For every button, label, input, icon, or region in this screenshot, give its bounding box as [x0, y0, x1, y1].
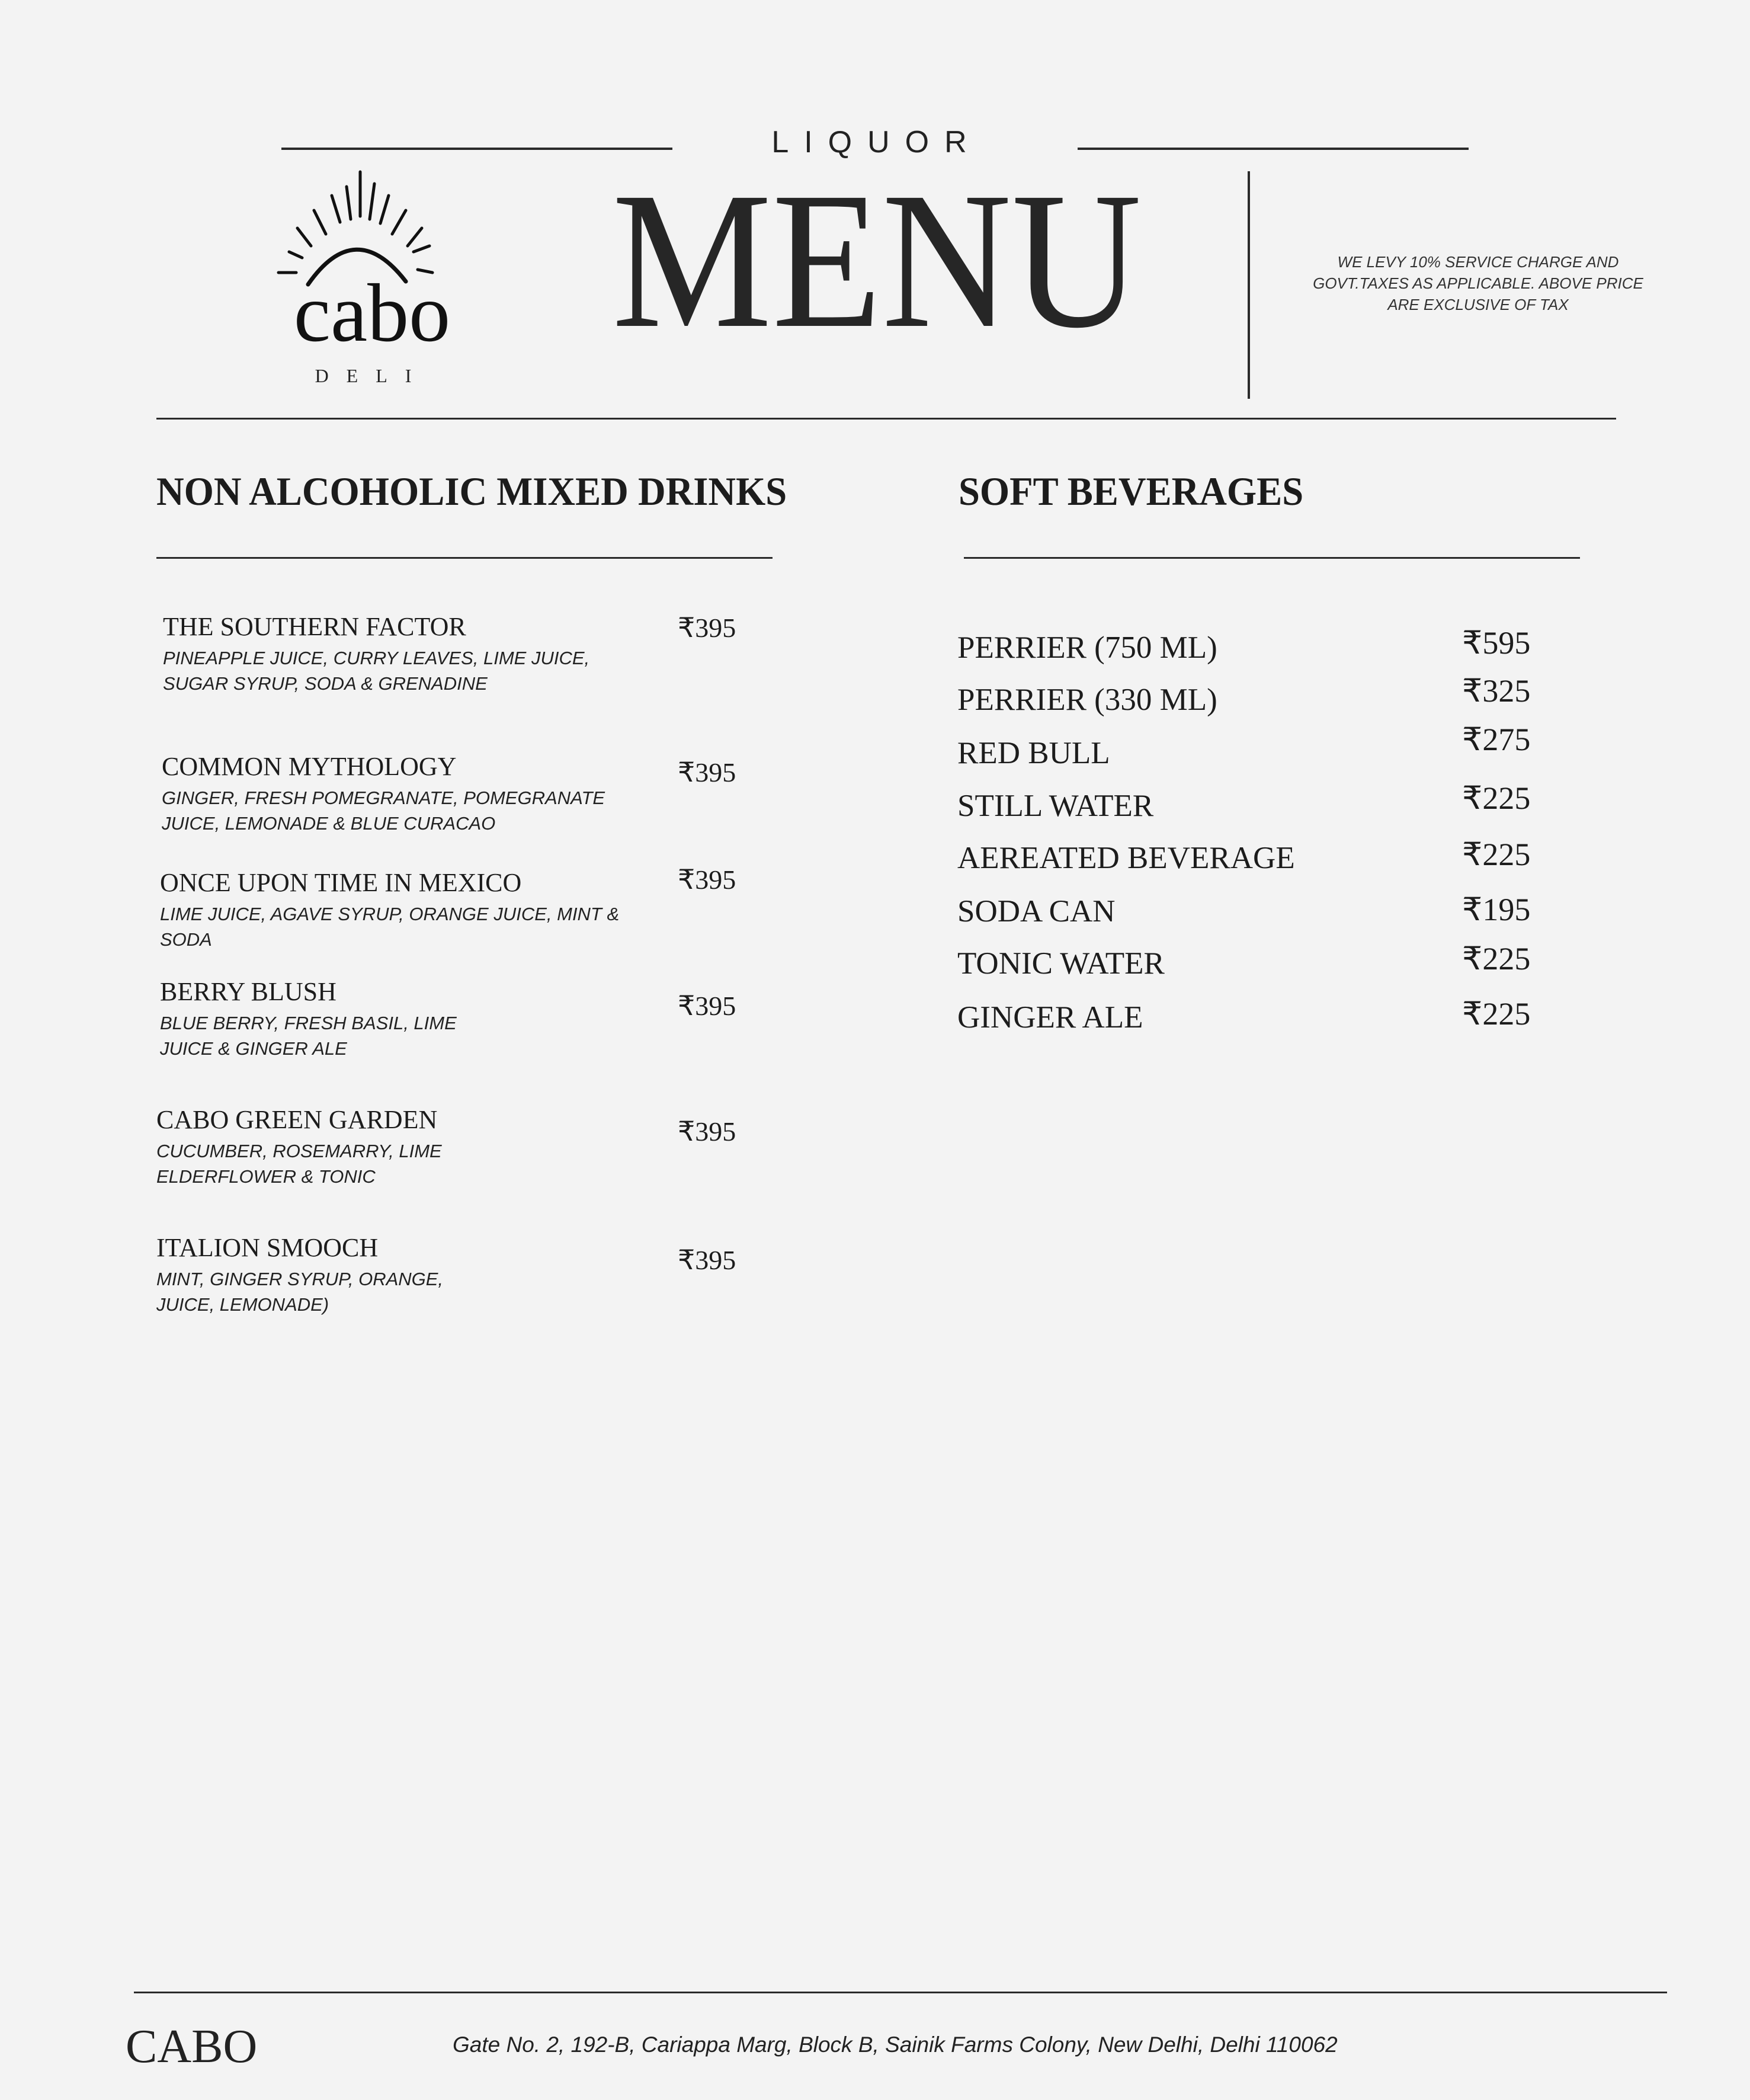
drink-description-line: PINEAPPLE JUICE, CURRY LEAVES, LIME JUICE,	[163, 648, 590, 668]
beverage-price: ₹225	[1462, 837, 1531, 872]
drink-description	[160, 901, 619, 952]
drink-description	[160, 1010, 457, 1061]
drink-description-line: JUICE & GINGER ALE	[160, 1038, 347, 1059]
logo-wordmark: cabo	[293, 267, 451, 359]
sun-icon	[237, 169, 509, 388]
beverage-name: SODA CAN	[957, 894, 1116, 929]
section-underline	[156, 557, 773, 559]
footer-brand: CABO	[126, 2021, 258, 2073]
beverage-price: ₹325	[1462, 673, 1531, 709]
drink-description-line: MINT, GINGER SYRUP, ORANGE,	[156, 1269, 444, 1289]
header-bottom-rule	[156, 418, 1616, 420]
footer-rule	[134, 1992, 1667, 1993]
menu-title: MENU	[612, 152, 1142, 369]
tax-note-line: ARE EXCLUSIVE OF TAX	[1387, 296, 1569, 313]
beverage-name: GINGER ALE	[957, 1000, 1143, 1035]
drink-name: BERRY BLUSH	[160, 977, 336, 1006]
section-heading-non-alcoholic: NON ALCOHOLIC MIXED DRINKS	[156, 469, 787, 514]
header-divider	[1248, 171, 1250, 399]
drink-price: ₹395	[678, 1245, 736, 1275]
footer-address: Gate No. 2, 192-B, Cariappa Marg, Block B, Sainik Farms Colony, New Delhi, Delhi 110062	[453, 2032, 1338, 2057]
header-rule-right	[1078, 148, 1469, 150]
cabo-deli-logo	[237, 169, 509, 388]
drink-description-line: BLUE BERRY, FRESH BASIL, LIME	[160, 1013, 457, 1033]
tax-note-line: GOVT.TAXES AS APPLICABLE. ABOVE PRICE	[1313, 274, 1643, 292]
drink-description-line: CUCUMBER, ROSEMARRY, LIME	[156, 1141, 442, 1161]
drink-name: ITALION SMOOCH	[156, 1233, 379, 1262]
drink-description	[156, 1266, 443, 1317]
drink-name: CABO GREEN GARDEN	[156, 1105, 438, 1134]
drink-description	[162, 785, 605, 836]
logo-tagline: DELI	[315, 365, 430, 386]
drink-price: ₹395	[678, 1116, 736, 1147]
beverage-name: PERRIER (330 ML)	[957, 683, 1217, 717]
drink-price: ₹395	[678, 757, 736, 787]
beverage-name: RED BULL	[957, 736, 1110, 770]
drink-description-line: GINGER, FRESH POMEGRANATE, POMEGRANATE	[162, 787, 605, 808]
drink-description-line: JUICE, LEMONADE & BLUE CURACAO	[162, 813, 496, 834]
beverage-name: STILL WATER	[957, 789, 1154, 823]
beverage-price: ₹195	[1462, 892, 1531, 927]
drink-description-line: SUGAR SYRUP, SODA & GRENADINE	[163, 673, 488, 694]
drink-description-line: LIME JUICE, AGAVE SYRUP, ORANGE JUICE, MINT &	[160, 904, 620, 924]
beverage-name: PERRIER (750 ML)	[957, 630, 1217, 665]
tax-note	[1297, 251, 1659, 315]
beverage-price: ₹225	[1462, 780, 1531, 816]
drink-name: COMMON MYTHOLOGY	[162, 752, 457, 781]
beverage-name: TONIC WATER	[957, 946, 1165, 981]
drink-name: ONCE UPON TIME IN MEXICO	[160, 868, 522, 897]
beverage-price: ₹225	[1462, 941, 1531, 977]
menu-subtitle: LIQUOR	[771, 125, 982, 159]
drink-description-line: JUICE, LEMONADE)	[156, 1294, 329, 1315]
drink-price: ₹395	[678, 865, 736, 895]
drink-description	[156, 1138, 442, 1189]
tax-note-line: WE LEVY 10% SERVICE CHARGE AND	[1337, 253, 1619, 271]
beverage-price: ₹275	[1462, 722, 1531, 757]
drink-description	[163, 645, 589, 696]
section-underline	[964, 557, 1580, 559]
header-rule-left	[281, 148, 672, 150]
drink-price: ₹395	[678, 991, 736, 1021]
beverage-price: ₹225	[1462, 996, 1531, 1032]
beverage-name: AEREATED BEVERAGE	[957, 841, 1295, 875]
beverage-price: ₹595	[1462, 625, 1531, 661]
drink-name: THE SOUTHERN FACTOR	[163, 612, 466, 641]
section-heading-soft-beverages: SOFT BEVERAGES	[959, 469, 1304, 514]
drink-description-line: SODA	[160, 929, 212, 950]
drink-description-line: ELDERFLOWER & TONIC	[156, 1166, 376, 1187]
drink-price: ₹395	[678, 613, 736, 643]
